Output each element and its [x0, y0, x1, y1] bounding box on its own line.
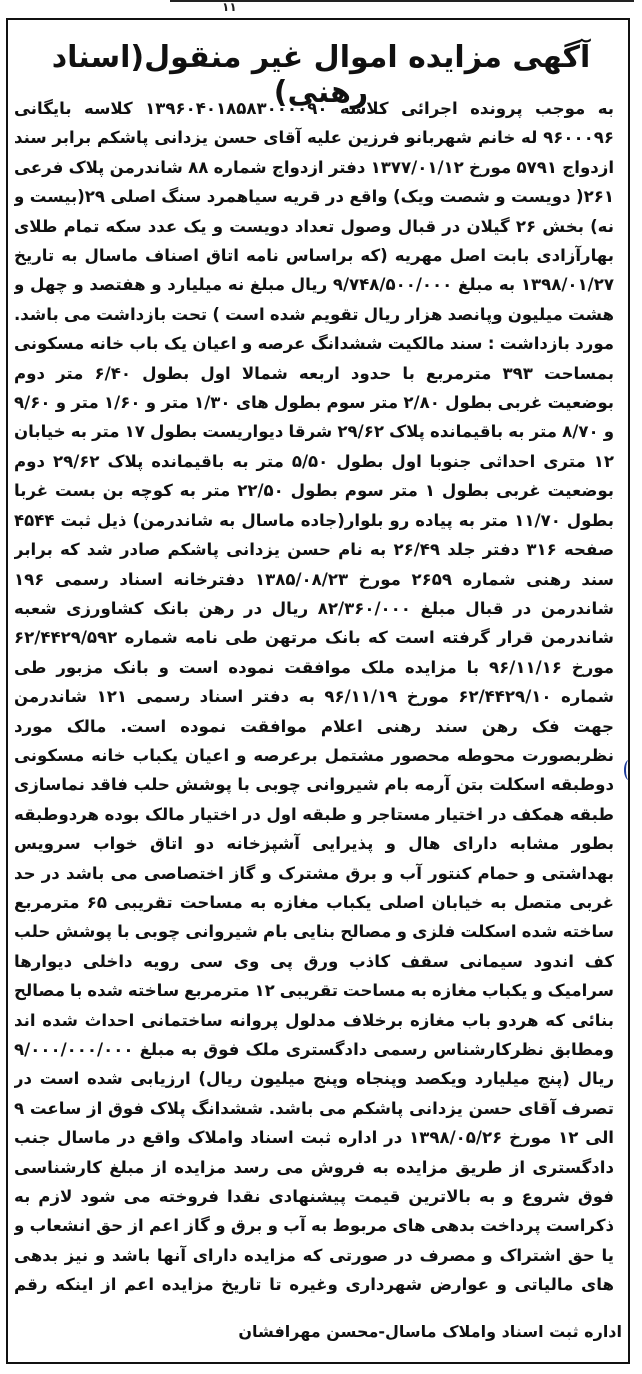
notice-title: آگهی مزایده اموال غیر منقول(اسناد رهنی) [51, 40, 591, 110]
pen-mark [624, 760, 634, 780]
top-rule [170, 0, 634, 2]
notice-body: به موجب پرونده اجرائی کلاسه ۱۳۹۶۰۴۰۱۸۵۸۳۰۰۰۰۹۰ کلاسه بایگانی ۹۶۰۰۰۹۶ له خانم شهربانو فرزین علیه آقای حسن یزدانی پاشکم برابر سند ازدواج ۵۷۹۱ مورخ ۱۳۷۷/۰۱/۱۲ دفتر ازدواج شماره ۸۸ شاندرمن پلاک فرعی ۲۶۱( دویست و شصت ویک) واقع در قریه سیاهمرد سنگ اصلی ۲۹(بیست و نه) بخش ۲۶ گیلان در قبال وصول تعداد دویست و یک عدد سکه تمام طلای بهارآزادی بابت اصل مهریه (که براساس نامه اتاق اصناف ماسال به تاریخ ۱۳۹۸/۰۱/۲۷ به مبلغ ۹/۷۴۸/۵۰۰/۰۰۰ ریال مبلغ نه میلیارد و هفتصد و چهل و هشت میلیون وپانصد هزار ریال تقویم شده است ) تحت بازداشت می باشد. مورد بازداشت : سند مالکیت ششدانگ عرصه و اعیان یک باب خانه مسکونی بمساحت ۳۹۳ مترمربع با حدود اربعه شمالا اول بطول ۶/۴۰ متر دوم بوضعیت غربی بطول ۲/۸۰ متر سوم بطول های ۱/۳۰ متر و ۱/۶۰ متر و ۹/۶۰ و ۸/۷۰ متر به باقیمانده پلاک ۲۹/۶۲ شرقا دیواریست بطول ۱۷ متر به خیابان ۱۲ متری احداثی جنوبا اول بطول ۵/۵۰ متر به باقیمانده پلاک ۲۹/۶۲ دوم بوضعیت غربی بطول ۱ متر سوم بطول ۲۲/۵۰ متر به کوچه بن بست غربا بطول ۱۱/۷۰ متر به پیاده رو بلوار(جاده ماسال به شاندرمن) ذیل ثبت ۴۵۴۴ صفحه ۳۱۶ دفتر جلد ۲۶/۴۹ به نام حسن یزدانی پاشکم صادر شد که برابر سند رهنی شماره ۲۶۵۹ مورخ ۱۳۸۵/۰۸/۲۳ دفترخانه اسناد رسمی ۱۹۶ شاندرمن در قبال مبلغ ۸۲/۳۶۰/۰۰۰ ریال در رهن بانک کشاورزی شعبه شاندرمن قرار گرفته است که بانک مرتهن طی نامه شماره ۶۲/۴۴۲۹/۵۹۲ مورخ ۹۶/۱۱/۱۶ با مزایده ملک موافقت نموده است و بانک مزبور طی شماره ۶۲/۴۴۲۹/۱۰ مورخ ۹۶/۱۱/۱۹ به دفتر اسناد رسمی ۱۲۱ شاندرمن جهت فک رهن سند رهنی اعلام موافقت نموده است. مالک مورد نظربصورت محوطه محصور مشتمل برعرصه و اعیان یکباب خانه مسکونی دوطبقه اسکلت بتن آرمه بام شیروانی چوبی با پوشش حلب فاقد نماسازی طبقه همکف در اختیار مستاجر و طبقه اول در اختیار مالک بوده هردوطبقه بطور مشابه دارای هال و پذیرایی آشپزخانه دو اتاق خواب سرویس بهداشتی و حمام کنتور آب و برق مشترک و گاز اختصاصی می باشد در حد غربی متصل به خیابان اصلی یکباب مغازه به مساحت تقریبی ۶۵ مترمربع ساخته شده اسکلت فلزی و مصالح بنایی بام شیروانی چوبی با پوشش حلب کف اندود سیمانی سقف کاذب ورق پی وی سی رویه داخلی دیوارها سرامیک و یکباب مغازه به مساحت تقریبی ۱۲ مترمربع ساخته شده با مصالح بنائی که هردو باب مغازه برخلاف مدلول پروانه ساختمانی احداث شده اند ومطابق نظرکارشناس رسمی دادگستری ملک فوق به مبلغ ۹/۰۰۰/۰۰۰/۰۰۰ ریال (پنج میلیارد ویکصد وپنجاه وپنج میلیون ریال) ارزیابی شده است در تصرف آقای حسن یزدانی پاشکم می باشد. ششدانگ پلاک فوق از ساعت ۹ الی ۱۲ مورخ ۱۳۹۸/۰۵/۲۶ در اداره ثبت اسناد واملاک واقع در ماسال جنب دادگستری از طریق مزایده به فروش می رسد مزایده از مبلغ کارشناسی فوق شروع و به بالاترین قیمت پیشنهادی نقدا فروخته می شود لازم به ذکراست پرداخت بدهی های مربوط به آب و برق و گاز اعم از حق انشعاب و یا حق اشتراک و مصرف در صورتی که مزایده دارای آنها باشد و نیز بدهی های مالیاتی و عوارض شهرداری وغیره تا تاریخ مزایده اعم از اینکه رقم [14, 99, 614, 1295]
notice-signature: اداره ثبت اسناد واملاک ماسال-محسن مهرافشان [238, 1322, 622, 1341]
top-page-mark: ۱۱ [222, 0, 237, 14]
